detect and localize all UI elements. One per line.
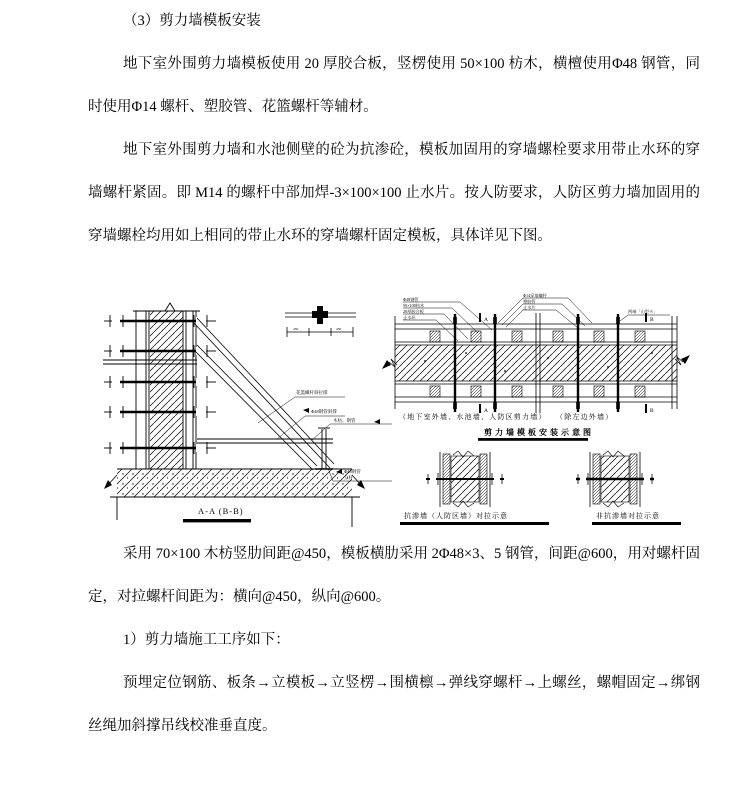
callout-label: 20厚胶合板 — [403, 309, 424, 314]
plan-callout-right — [616, 308, 670, 324]
non-anti-seepage-tie-detail — [576, 451, 681, 525]
paragraph-procedure-heading: 1）剪力墙施工工序如下： — [123, 632, 290, 648]
dim-label: 450 — [293, 327, 299, 331]
callout-label: Φ14穿墙螺杆 — [523, 293, 547, 298]
formwork-plan-view — [382, 292, 690, 441]
callout-label: 立杆 — [344, 475, 353, 480]
callout-label: 两端「山型卡」 — [628, 309, 658, 314]
callout-label: 50×100枋木 — [403, 303, 425, 308]
paragraph-spacing: 采用 70×100 木枋竖肋间距@450，模板横肋采用 2Φ48×3、5 钢管，间距@600，用对螺杆固定，对拉螺杆间距为：横向@450，纵向@600。 — [88, 546, 700, 605]
plan-title: 剪力墙模板安装示意图 — [484, 428, 594, 437]
section-marker-a: A — [484, 317, 488, 323]
heading-shear-wall-formwork: （3）剪力墙模板安装 — [123, 13, 261, 29]
section-marker-b: B — [650, 408, 654, 414]
detail-caption-anti-seepage: 抗渗墙（人防区墙）对拉示意 — [404, 512, 508, 520]
wall-section-view — [103, 303, 392, 527]
callout-label: 止水片 — [523, 305, 536, 310]
callout-label: Φ48钢管斜撑 — [311, 409, 337, 414]
wale-plan-inset — [285, 306, 356, 337]
callout-label: 花篮螺杆斜拉撑 — [296, 390, 328, 395]
callout-label: 木枋、钢管 — [333, 418, 356, 423]
callout-label: Φ48钢管 — [344, 469, 361, 474]
section-label: A-A (B-B) — [198, 506, 244, 516]
plan-caption-except: （除左边外墙） — [556, 413, 614, 421]
plan-caption-walls: （地下室外墙、水池墙、人防区剪力墙） — [399, 413, 547, 421]
section-marker-b: B — [650, 317, 654, 323]
paragraph-waterstop: 地下室外围剪力墙和水池侧壁的砼为抗渗砼，模板加固用的穿墙螺栓要求用带止水环的穿墙螺杆紧固。即 M14 的螺杆中部加焊-3×100×100 止水片。按人防要求，人防区剪力墙加固用的穿墙螺栓均用如上相同的带止水环的穿墙螺杆固定模板，具体详见下图。 — [88, 142, 700, 244]
anti-seepage-tie-detail — [400, 451, 549, 525]
callout-label: Φ48钢管 — [403, 297, 419, 302]
figure-formwork-diagrams — [88, 278, 700, 533]
paragraph-procedure-steps: 预埋定位钢筋、板条→立模板→立竖楞→围横檩→弹线穿螺杆→上螺丝，螺帽固定→绑钢丝绳加斜撑吊线校准垂直度。 — [88, 675, 700, 734]
callout-label: 塑胶管 — [523, 299, 536, 304]
callout-label: 止水环 — [403, 315, 416, 320]
section-marker-a: A — [484, 408, 488, 414]
paragraph-materials: 地下室外围剪力墙模板使用 20 厚胶合板，竖楞使用 50×100 枋木，横檀使用Φ48 钢管，同时使用Φ14 螺杆、塑胶管、花篮螺杆等辅材。 — [88, 56, 700, 115]
dim-label: 450 — [336, 327, 342, 331]
detail-caption-non-anti-seepage: 非抗渗墙对拉示意 — [596, 512, 660, 520]
formwork-diagram-svg — [88, 278, 700, 533]
